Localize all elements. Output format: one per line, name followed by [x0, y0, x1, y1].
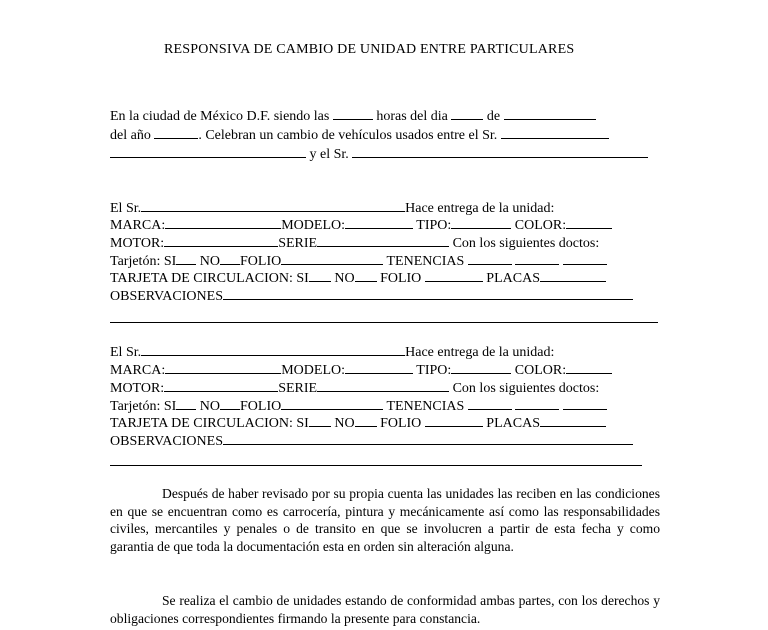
folio-field[interactable]: [281, 397, 383, 410]
folio-label: FOLIO: [380, 416, 422, 431]
second-party-blank[interactable]: [352, 145, 648, 158]
motor-label: MOTOR:: [110, 381, 165, 396]
placas-field[interactable]: [540, 269, 606, 282]
tenencias-label: TENENCIAS: [386, 399, 465, 414]
tarjeta-label: TARJETA DE CIRCULACION: SI: [110, 416, 309, 431]
tipo-label: TIPO:: [416, 218, 452, 233]
tarjeta-no-field[interactable]: [355, 269, 377, 282]
first-party-blank[interactable]: [501, 126, 609, 139]
tarjeta-folio-field[interactable]: [425, 414, 483, 427]
color-label: COLOR:: [514, 363, 567, 378]
hour-blank[interactable]: [333, 107, 373, 120]
color-label: COLOR:: [514, 218, 567, 233]
tenencias-label: TENENCIAS: [386, 254, 465, 269]
block1-tarjeta-row: [110, 269, 606, 287]
tipo-field[interactable]: [451, 361, 511, 374]
tenencia-field-1[interactable]: [468, 252, 512, 265]
placas-label: PLACAS: [486, 271, 540, 286]
tenencia-field-3[interactable]: [563, 252, 607, 265]
tenencia-field-2[interactable]: [515, 397, 559, 410]
serie-field[interactable]: [317, 234, 449, 247]
observaciones-line-2[interactable]: [110, 465, 642, 466]
tarjeta-label: TARJETA DE CIRCULACION: SI: [110, 271, 309, 286]
block2-marca-row: [110, 361, 612, 379]
doctos-label: Con los siguientes doctos:: [452, 381, 600, 396]
intro-text: horas del dia: [376, 109, 448, 124]
block1-marca-row: [110, 216, 612, 234]
observaciones-label: OBSERVACIONES: [110, 434, 223, 449]
tarjeton-no-field[interactable]: [220, 252, 240, 265]
intro-text: del año: [110, 128, 151, 143]
observaciones-field[interactable]: [223, 287, 633, 300]
block2-observaciones-row: [110, 432, 633, 450]
motor-label: MOTOR:: [110, 236, 165, 251]
tarjeta-folio-field[interactable]: [425, 269, 483, 282]
sr-name-field[interactable]: [141, 199, 405, 212]
folio-field[interactable]: [281, 252, 383, 265]
block1-observaciones-row: [110, 287, 633, 305]
modelo-label: MODELO:: [281, 218, 346, 233]
tarjeton-label: Tarjetón: SI: [110, 254, 177, 269]
tenencia-field-2[interactable]: [515, 252, 559, 265]
observaciones-line-2[interactable]: [110, 322, 658, 323]
intro-text: . Celebran un cambio de vehículos usados entre el Sr.: [198, 128, 498, 143]
document-title: RESPONSIVA DE CAMBIO DE UNIDAD ENTRE PARTICULARES: [164, 42, 575, 57]
folio-label: FOLIO: [380, 271, 422, 286]
tipo-field[interactable]: [451, 216, 511, 229]
sr-name-field[interactable]: [141, 343, 405, 356]
folio-label: FOLIO: [240, 254, 282, 269]
block1-motor-row: [110, 234, 599, 252]
no-label: NO: [334, 416, 355, 431]
observaciones-label: OBSERVACIONES: [110, 289, 223, 304]
motor-field[interactable]: [164, 379, 278, 392]
placas-field[interactable]: [540, 414, 606, 427]
closing-text-1: Después de haber revisado por su propia cuenta las unidades las reciben en las condiciones en que se encuentran como es carrocería, pintura y mecánicamente así como las responsabilidades civiles, mercantiles y penales o de transito en que se involucren a partir de esta fecha y como garantia de que toda la documentación esta en orden sin alteración alguna.: [110, 486, 660, 554]
serie-field[interactable]: [317, 379, 449, 392]
closing-paragraph-1: [110, 485, 660, 555]
intro-line-3: [110, 145, 648, 163]
intro-line-2: [110, 126, 609, 144]
modelo-label: MODELO:: [281, 363, 346, 378]
no-label: NO: [199, 254, 221, 269]
observaciones-field[interactable]: [223, 432, 633, 445]
closing-paragraph-2: [110, 592, 660, 627]
intro-line-1: [110, 107, 596, 125]
modelo-field[interactable]: [345, 216, 413, 229]
sr-label: El Sr.: [110, 201, 142, 216]
month-blank[interactable]: [504, 107, 596, 120]
marca-label: MARCA:: [110, 218, 166, 233]
first-party-blank-cont[interactable]: [110, 145, 306, 158]
color-field[interactable]: [566, 216, 612, 229]
modelo-field[interactable]: [345, 361, 413, 374]
tipo-label: TIPO:: [416, 363, 452, 378]
tarjeton-label: Tarjetón: SI: [110, 399, 177, 414]
marca-field[interactable]: [165, 216, 281, 229]
tarjeta-si-field[interactable]: [309, 269, 331, 282]
intro-text: y el Sr.: [309, 147, 349, 162]
tarjeton-no-field[interactable]: [220, 397, 240, 410]
tarjeta-no-field[interactable]: [355, 414, 377, 427]
block1-sr-row: [110, 199, 554, 217]
marca-label: MARCA:: [110, 363, 166, 378]
color-field[interactable]: [566, 361, 612, 374]
entrega-label: Hace entrega de la unidad:: [405, 201, 555, 216]
intro-text: En la ciudad de México D.F. siendo las: [110, 109, 330, 124]
motor-field[interactable]: [164, 234, 278, 247]
marca-field[interactable]: [165, 361, 281, 374]
tenencia-field-1[interactable]: [468, 397, 512, 410]
block2-tarjeta-row: [110, 414, 606, 432]
tarjeton-si-field[interactable]: [176, 252, 196, 265]
serie-label: SERIE: [278, 381, 318, 396]
day-blank[interactable]: [451, 107, 483, 120]
entrega-label: Hace entrega de la unidad:: [405, 345, 555, 360]
block2-sr-row: [110, 343, 554, 361]
year-blank[interactable]: [154, 126, 198, 139]
serie-label: SERIE: [278, 236, 318, 251]
block2-tarjeton-row: [110, 397, 607, 415]
tarjeton-si-field[interactable]: [176, 397, 196, 410]
doctos-label: Con los siguientes doctos:: [452, 236, 600, 251]
block2-motor-row: [110, 379, 599, 397]
sr-label: El Sr.: [110, 345, 142, 360]
tarjeta-si-field[interactable]: [309, 414, 331, 427]
folio-label: FOLIO: [240, 399, 282, 414]
intro-text: de: [486, 109, 501, 124]
block1-tarjeton-row: [110, 252, 607, 270]
no-label: NO: [334, 271, 355, 286]
closing-text-2: Se realiza el cambio de unidades estando de conformidad ambas partes, con los derechos y obligaciones correspondientes firmando la presente para constancia.: [110, 593, 660, 626]
placas-label: PLACAS: [486, 416, 540, 431]
tenencia-field-3[interactable]: [563, 397, 607, 410]
no-label: NO: [199, 399, 221, 414]
